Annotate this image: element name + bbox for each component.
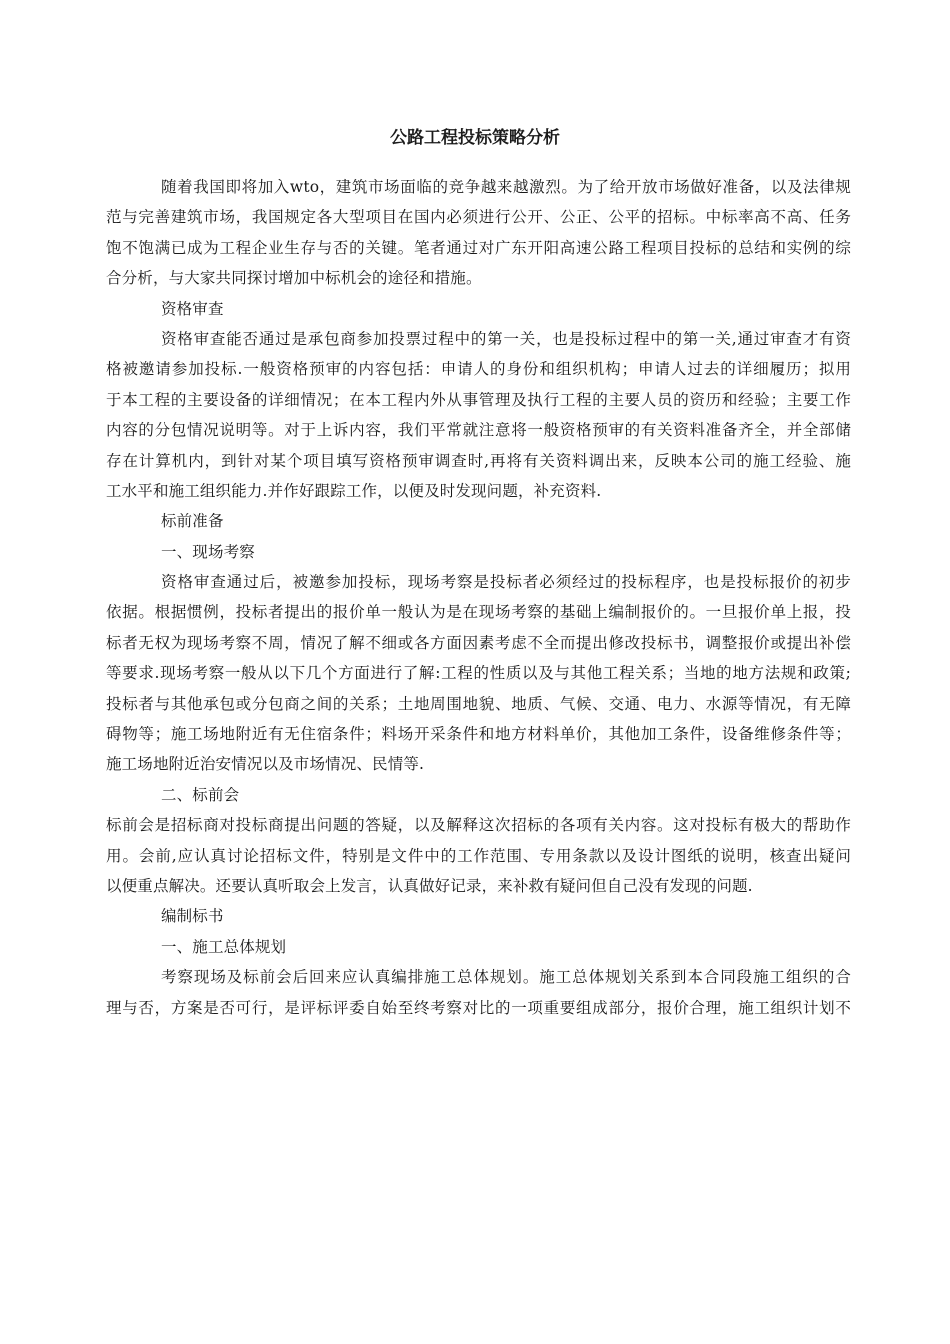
paragraph-line: 依据。根据惯例，投标者提出的报价单一般认为是在现场考察的基础上编制报价的。一旦报价单上报，投: [106, 603, 851, 622]
paragraph-line: 考察现场及标前会后回来应认真编排施工总体规划。施工总体规划关系到本合同段施工组织的合: [161, 968, 851, 987]
paragraph-line: 合分析，与大家共同探讨增加中标机会的途径和措施。: [106, 269, 482, 288]
section-heading: 资格审查: [161, 299, 224, 318]
paragraph-line: 资格审查通过后，被邀参加投标，现场考察是投标者必须经过的投标程序，也是投标报价的初步: [161, 573, 851, 592]
document-title: 公路工程投标策略分析: [390, 128, 560, 148]
subsection-heading: 二、标前会: [161, 785, 240, 804]
paragraph-line: 于本工程的主要设备的详细情况；在本工程内外从事管理及执行工程的主要人员的资历和经验；主要工作: [106, 390, 851, 409]
paragraph-line: 饱不饱满已成为工程企业生存与否的关键。笔者通过对广东开阳高速公路工程项目投标的总结和实例的综: [106, 238, 851, 257]
paragraph-line: 以便重点解决。还要认真听取会上发言，认真做好记录，来补救有疑问但自己没有发现的问题.: [106, 876, 753, 895]
subsection-heading: 一、现场考察: [161, 542, 255, 561]
section-heading: 编制标书: [161, 907, 224, 926]
paragraph-line: 理与否，方案是否可行，是评标评委自始至终考察对比的一项重要组成部分，报价合理，施工组织计划不: [106, 998, 851, 1017]
subsection-heading: 一、施工总体规划: [161, 937, 287, 956]
paragraph-line: 随着我国即将加入wto，建筑市场面临的竞争越来越激烈。为了给开放市场做好准备，以及法律规: [161, 178, 851, 196]
document-body: [106, 172, 851, 1023]
paragraph-line: 标者无权为现场考察不周，情况了解不细或各方面因素考虑不全而提出修改投标书，调整报价或提出补偿: [106, 633, 851, 652]
paragraph-line: 用。会前,应认真讨论招标文件，特别是文件中的工作范围、专用条款以及设计图纸的说明，核查出疑问: [106, 846, 851, 865]
paragraph-line: 格被邀请参加投标.一般资格预审的内容包括：申请人的身份和组织机构；申请人过去的详细履历；拟用: [106, 360, 851, 379]
paragraph-line: 碍物等；施工场地附近有无住宿条件；料场开采条件和地方材料单价，其他加工条件，设备维修条件等；: [106, 725, 851, 744]
paragraph-line: 标前会是招标商对投标商提出问题的答疑，以及解释这次招标的各项有关内容。这对投标有极大的帮助作: [106, 816, 851, 835]
paragraph-line: 施工场地附近治安情况以及市场情况、民情等.: [106, 755, 425, 774]
paragraph-line: 等要求.现场考察一般从以下几个方面进行了解:工程的性质以及与其他工程关系；当地的地方法规和政策;: [106, 664, 851, 683]
section-heading: 标前准备: [161, 512, 224, 531]
paragraph-line: 工水平和施工组织能力.并作好跟踪工作，以便及时发现问题，补充资料.: [106, 481, 602, 500]
paragraph-line: 存在计算机内，到针对某个项目填写资格预审调查时,再将有关资料调出来，反映本公司的施工经验、施: [106, 451, 851, 470]
paragraph-line: 内容的分包情况说明等。对于上诉内容，我们平常就注意将一般资格预审的有关资料准备齐全，并全部储: [106, 421, 851, 440]
paragraph-line: 资格审查能否通过是承包商参加投票过程中的第一关，也是投标过程中的第一关,通过审查才有资: [161, 329, 851, 348]
paragraph-line: 投标者与其他承包或分包商之间的关系；土地周围地貌、地质、气候、交通、电力、水源等情况，有无障: [106, 694, 851, 713]
paragraph-line: 范与完善建筑市场，我国规定各大型项目在国内必须进行公开、公正、公平的招标。中标率高不高、任务: [106, 208, 851, 227]
